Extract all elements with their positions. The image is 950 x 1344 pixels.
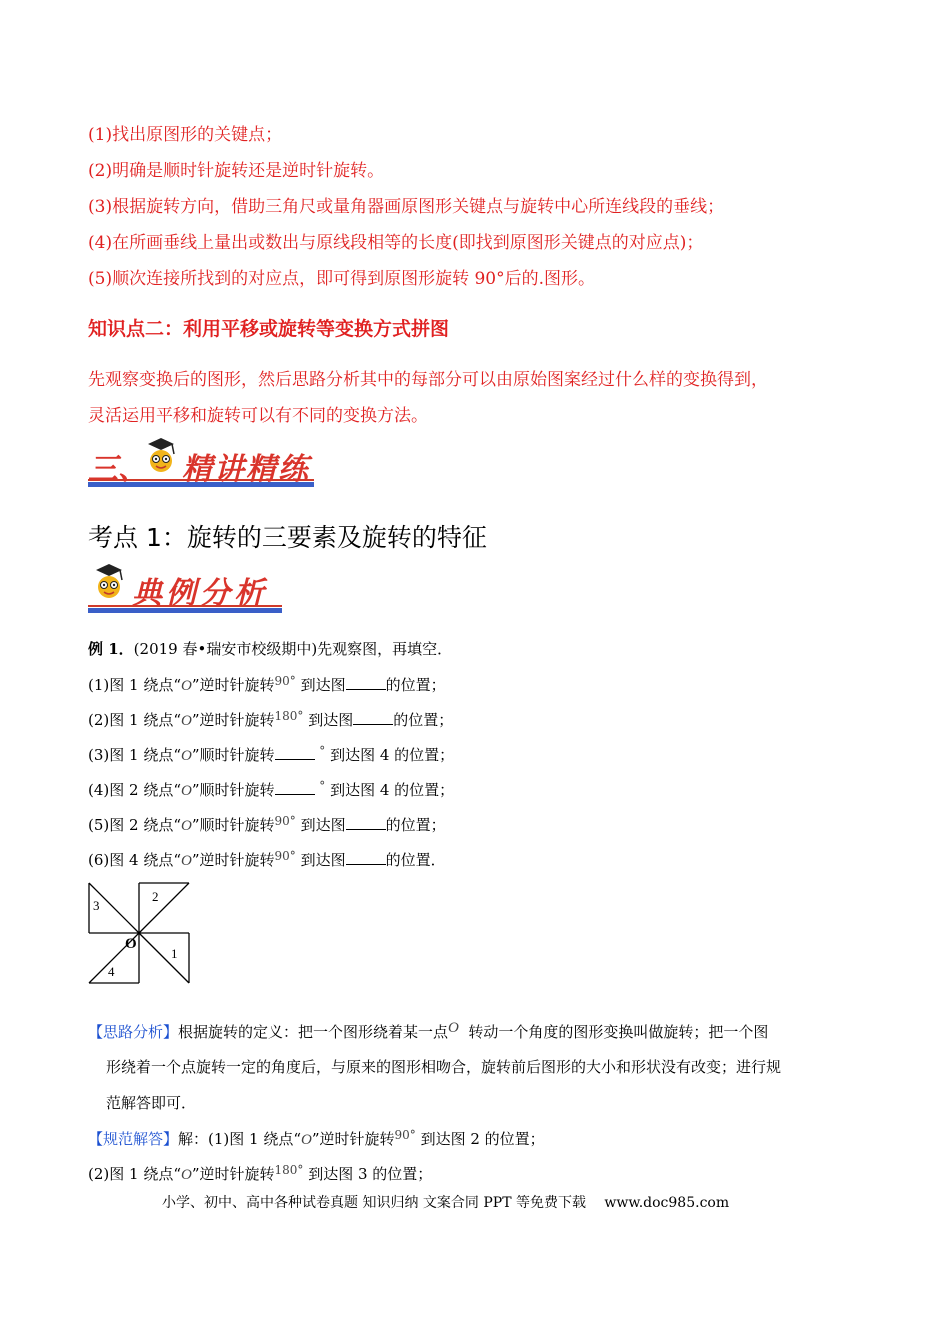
q6-answer-blank[interactable] [346, 850, 386, 865]
question-1 [88, 674, 446, 695]
mascot-icon-2 [92, 562, 126, 604]
q4-text-b: ”顺时针旋转 [191, 781, 275, 799]
step-3: (3)根据旋转方向，借助三角尺或量角器画原图形关键点与旋转中心所连线段的垂线； [88, 197, 725, 217]
banner-2-text: 典例分析 [132, 576, 268, 611]
figure-label-2: 2 [152, 889, 159, 904]
q5-text-a: (5)图 2 绕点“ [88, 816, 181, 834]
q2-degree: 180° [274, 709, 304, 723]
example-label: 例 1． [88, 640, 134, 658]
q4-degree: ° [319, 779, 326, 793]
q5-answer-blank[interactable] [346, 815, 386, 830]
point-o: O [181, 853, 192, 869]
q6-text-c: 到达图 [300, 851, 346, 869]
point-o: O [181, 678, 192, 694]
point-o: O [181, 748, 192, 764]
point-o: O [181, 783, 192, 799]
solution-line-1 [88, 1128, 545, 1149]
question-5 [88, 814, 446, 835]
knowledge-point-2-text-2: 灵活运用平移和旋转可以有不同的变换方法。 [88, 406, 428, 426]
solution-text-2b: ”逆时针旋转 [191, 1165, 275, 1183]
question-2 [88, 709, 453, 730]
step-2: (2)明确是顺时针旋转还是逆时针旋转。 [88, 161, 385, 181]
solution-degree-1: 90° [394, 1128, 416, 1142]
q1-answer-blank[interactable] [346, 675, 386, 690]
step-4: (4)在所画垂线上量出或数出与原线段相等的长度(即找到原图形关键点的对应点)； [88, 233, 704, 253]
q5-degree: 90° [274, 814, 296, 828]
figure-label-4: 4 [108, 964, 115, 979]
knowledge-point-2-text-1: 先观察变换后的图形，然后思路分析其中的每部分可以由原始图案经过什么样的变换得到， [88, 370, 768, 390]
solution-tag: 【规范解答】 [88, 1130, 179, 1148]
q1-text-d: 的位置； [385, 676, 446, 694]
q1-text-a: (1)图 1 绕点“ [88, 676, 181, 694]
q6-text-d: 的位置． [385, 851, 446, 869]
banner-1-text: 精讲精练 [182, 452, 310, 487]
q6-text-b: ”逆时针旋转 [191, 851, 275, 869]
example-1-title [88, 638, 452, 659]
section-banner-2 [88, 562, 282, 614]
pinwheel-figure [86, 880, 192, 986]
figure-center-o: O [125, 936, 137, 952]
question-6 [88, 849, 446, 870]
q4-answer-blank[interactable] [275, 780, 315, 795]
q1-degree: 90° [274, 674, 296, 688]
analysis-tag: 【思路分析】 [88, 1023, 179, 1041]
q2-answer-blank[interactable] [353, 710, 393, 725]
q4-text-a: (4)图 2 绕点“ [88, 781, 181, 799]
q2-text-b: ”逆时针旋转 [191, 711, 275, 729]
q3-degree: ° [319, 744, 326, 758]
solution-text-1a: 解：(1)图 1 绕点“ [178, 1130, 302, 1148]
figure-label-1: 1 [171, 946, 178, 961]
step-5: (5)顺次连接所找到的对应点，即可得到原图形旋转 90°后的.图形。 [88, 269, 596, 289]
knowledge-point-2-title: 知识点二：利用平移或旋转等变换方式拼图 [88, 318, 450, 340]
solution-text-2c: 到达图 3 的位置； [308, 1165, 433, 1183]
point-o: O [181, 713, 192, 729]
q4-text-c: 到达图 4 的位置； [330, 781, 455, 799]
banner-1-prefix: 三、 [88, 452, 148, 487]
point-o: O [448, 1020, 459, 1036]
q3-text-b: ”顺时针旋转 [191, 746, 275, 764]
point-o: O [181, 818, 192, 834]
q6-text-a: (6)图 4 绕点“ [88, 851, 181, 869]
solution-text-1b: ”逆时针旋转 [311, 1130, 395, 1148]
solution-degree-2: 180° [274, 1163, 304, 1177]
q3-text-c: 到达图 4 的位置； [330, 746, 455, 764]
analysis-line-1 [88, 1021, 768, 1042]
analysis-text-1b: 转动一个角度的图形变换叫做旋转；把一个图 [468, 1023, 769, 1041]
point-o: O [301, 1132, 312, 1148]
question-3 [88, 744, 454, 765]
q1-text-b: ”逆时针旋转 [191, 676, 275, 694]
q2-text-a: (2)图 1 绕点“ [88, 711, 181, 729]
analysis-line-2: 形绕着一个点旋转一定的角度后，与原来的图形相吻合，旋转前后图形的大小和形状没有改变；进行规 [106, 1058, 782, 1076]
analysis-line-3: 范解答即可． [106, 1094, 197, 1112]
q2-text-d: 的位置； [393, 711, 454, 729]
page-footer: 小学、初中、高中各种试卷真题 知识归纳 文案合同 PPT 等免费下载 www.doc985.com [162, 1195, 730, 1211]
point-o: O [181, 1167, 192, 1183]
mascot-icon [144, 436, 178, 478]
solution-line-2 [88, 1163, 432, 1184]
question-4 [88, 779, 454, 800]
q3-answer-blank[interactable] [275, 745, 315, 760]
solution-text-2a: (2)图 1 绕点“ [88, 1165, 181, 1183]
q5-text-b: ”顺时针旋转 [191, 816, 275, 834]
figure-label-3: 3 [93, 898, 100, 913]
section-banner-1 [88, 436, 314, 488]
q5-text-c: 到达图 [300, 816, 346, 834]
q3-text-a: (3)图 1 绕点“ [88, 746, 181, 764]
q6-degree: 90° [274, 849, 296, 863]
step-1: (1)找出原图形的关键点； [88, 125, 283, 145]
solution-text-1c: 到达图 2 的位置； [420, 1130, 545, 1148]
q2-text-c: 到达图 [308, 711, 354, 729]
q1-text-c: 到达图 [300, 676, 346, 694]
analysis-text-1a: 根据旋转的定义：把一个图形绕着某一点 [178, 1023, 449, 1041]
q5-text-d: 的位置； [385, 816, 446, 834]
kaodian-heading: 考点 1：旋转的三要素及旋转的特征 [88, 523, 487, 552]
example-source: (2019 春•瑞安市校级期中)先观察图，再填空． [133, 640, 453, 658]
